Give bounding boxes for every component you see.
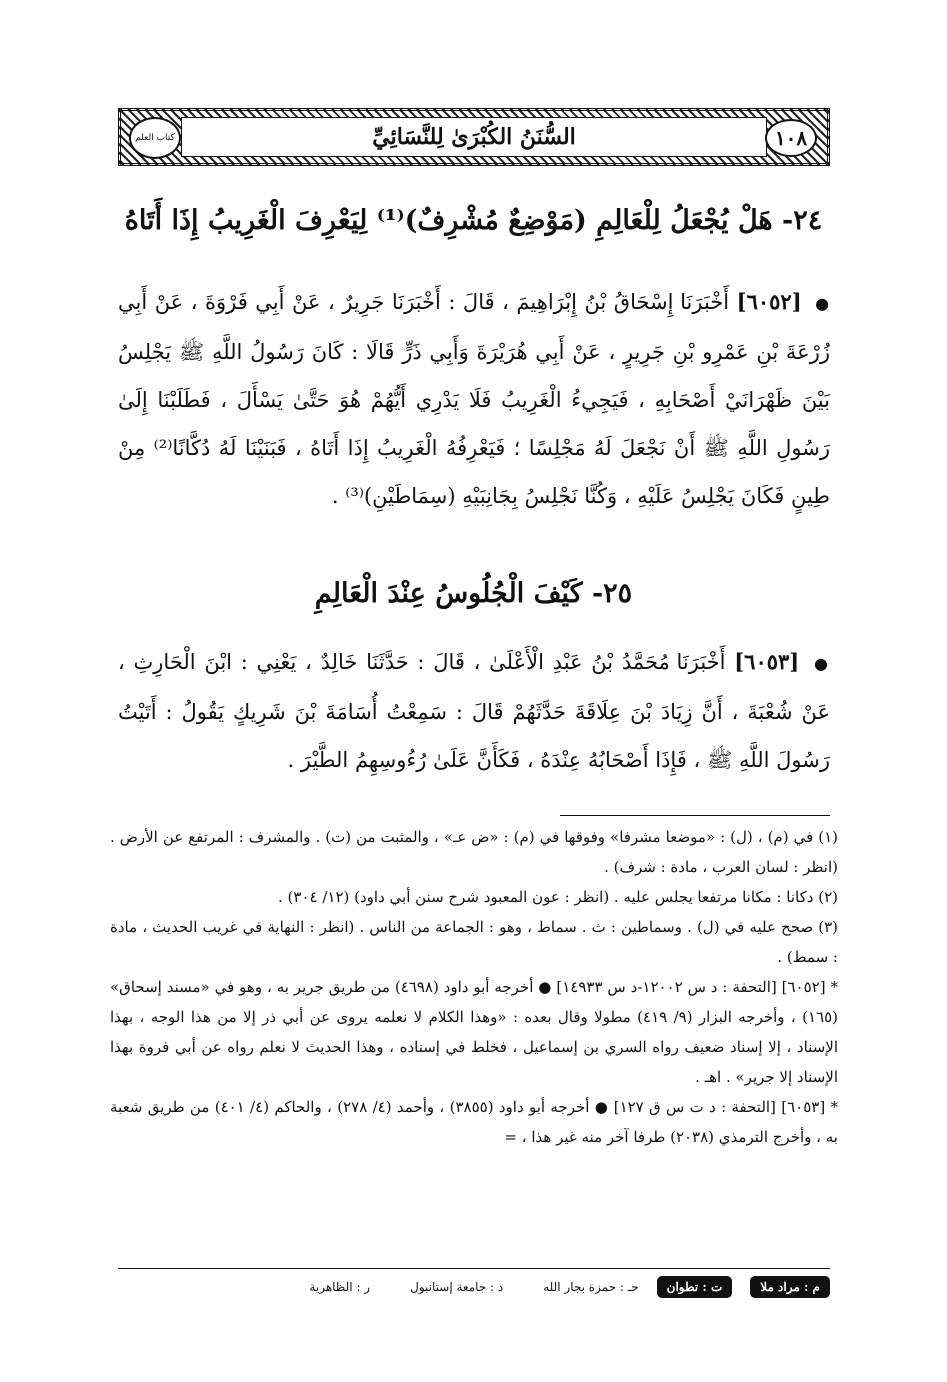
hadith-number: [٦٠٥٣] xyxy=(734,649,800,674)
footnote-3: (٣) صحح عليه في (ل) . وسماطين : ث . سماط ، وهو : الجماعة من الناس . (انظر : النهاية في غريب الحديث ، مادة : سمط) . xyxy=(110,918,838,966)
footnote-1: (١) في (م) ، (ل) : «موضعا مشرفا» وفوقها في (م) : «ض عـ» ، والمثبت من (ت) . والمشرف : المرتفع عن الأرض . (انظر : لسان العرب ، مادة : شرف) . xyxy=(110,828,838,876)
bullet-icon: ● xyxy=(815,294,830,313)
manuscript-m: م : مراد ملا xyxy=(750,1276,830,1298)
chapter-24-title: ٢٤- هَلْ يُجْعَلُ لِلْعَالِمِ (مَوْضِعٌ مُشْرِفٌ)⁽¹⁾ لِيَعْرِفَ الْغَرِيبُ إِذَا أَتَاهُ xyxy=(124,205,823,236)
hadith-text: أَخْبَرَنَا مُحَمَّدُ بْنُ عَبْدِ الْأَعْلَىٰ ، قَالَ : حَدَّثَنَا خَالِدٌ ، يَعْنِي : ابْنَ الْحَارِثِ ، عَنْ شُعْبَةَ ، أَنَّ زِيَادَ بْنَ عِلَاقَةَ حَدَّثَهُمْ قَالَ : سَمِعْتُ أُسَامَةَ بْنَ شَرِيكٍ يَقُولُ : أَتَيْتُ رَسُولَ اللَّهِ ﷺ ، فَإِذَا أَصْحَابُهُ عِنْدَهُ ، فَكَأَنَّ عَلَىٰ رُءُوسِهِمُ الطَّيْرَ . xyxy=(118,650,830,772)
hadith-text: أَخْبَرَنَا إِسْحَاقُ بْنُ إِبْرَاهِيمَ ، قَالَ : أَخْبَرَنَا جَرِيرٌ ، عَنْ أَبِي فَرْوَةَ ، عَنْ أَبِي زُرْعَةَ بْنِ عَمْرِو بْنِ جَرِيرٍ ، عَنْ أَبِي هُرَيْرَةَ وَأَبِي ذَرٍّ قَالَا : كَانَ رَسُولُ اللَّهِ ﷺ يَجْلِسُ بَيْنَ ظَهْرَانَيْ أَصْحَابِهِ ، فَيَجِيءُ الْغَرِيبُ فَلَا يَدْرِي أَيُّهُمْ هُوَ حَتَّىٰ يَسْأَلَ ، فَطَلَبْنَا إِلَىٰ رَسُولِ اللَّهِ ﷺ أَنْ نَجْعَلَ لَهُ مَجْلِسًا ؛ فَيَعْرِفُهُ الْغَرِيبُ إِذَا أَتَاهُ ، فَبَنَيْنَا لَهُ دُكَّانًا⁽²⁾ مِنْ طِينٍ فَكَانَ يَجْلِسُ عَلَيْهِ ، وَكُنَّا نَجْلِسُ بِجَانِبَيْهِ (سِمَاطَيْنِ)⁽³⁾ . xyxy=(118,290,830,508)
book-title: السُّنَنُ الكُبْرَىٰ لِلنَّسَائِيِّ xyxy=(372,124,576,150)
manuscript-h: حـ : حمزة بجار الله xyxy=(543,1280,639,1294)
footnotes xyxy=(110,822,838,1152)
hadith-6052 xyxy=(118,278,830,520)
page-number: ١٠٨ xyxy=(765,119,817,157)
chapter-medallion xyxy=(129,117,181,159)
bullet-icon: ● xyxy=(813,654,830,673)
running-header xyxy=(118,108,830,166)
manuscript-t: ت : تطوان xyxy=(657,1276,733,1298)
manuscript-key xyxy=(118,1268,830,1305)
footnote-2: (٢) دكانا : مكانا مرتفعا يجلس عليه . (انظر : عون المعبود شرح سنن أبي داود) (١٢/ ٣٠٤) . xyxy=(278,888,838,906)
takhrij-6052: * [٦٠٥٢] [التحفة : د س ١٢٠٠٢-د س ١٤٩٣٣] ● أخرجه أبو داود (٤٦٩٨) من طريق جرير به ، وهو في «مسند إسحاق» (١٦٥) ، وأخرجه البزار (٩/ ٤١٩) مطولا وقال بعده : «وهذا الكلام لا نعلمه يروى عن أبي ذر إلا من هذا الوجه ، بهذا الإسناد ، إلا إسناد ضعيف رواه السري بن إسماعيل ، فخلط في إسناده ، وهذا الحديث لا نعلم رواه عن أبي فروة بهذا الإسناد إلا جرير» . اهـ . xyxy=(110,978,838,1086)
medallion-text: كتاب العلم xyxy=(135,132,175,143)
takhrij-6053: * [٦٠٥٣] [التحفة : د ت س ق ١٢٧] ● أخرجه أبو داود (٣٨٥٥) ، وأحمد (٤/ ٢٧٨) ، والحاكم (٤/ ٤٠١) من طريق شعبة به ، وأخرج الترمذي (٢٠٣٨) طرفا آخر منه غير هذا ، = xyxy=(110,1098,839,1146)
manuscript-r: ر : الظاهرية xyxy=(309,1280,371,1294)
chapter-25-title: ٢٥- كَيْفَ الْجُلُوسُ عِنْدَ الْعَالِمِ xyxy=(314,578,633,609)
manuscript-d: د : جامعة إستانبول xyxy=(410,1280,504,1294)
hadith-6053 xyxy=(118,638,830,784)
hadith-number: [٦٠٥٢] xyxy=(736,289,802,314)
footnote-divider xyxy=(560,815,830,816)
header-title-frame xyxy=(181,117,767,157)
